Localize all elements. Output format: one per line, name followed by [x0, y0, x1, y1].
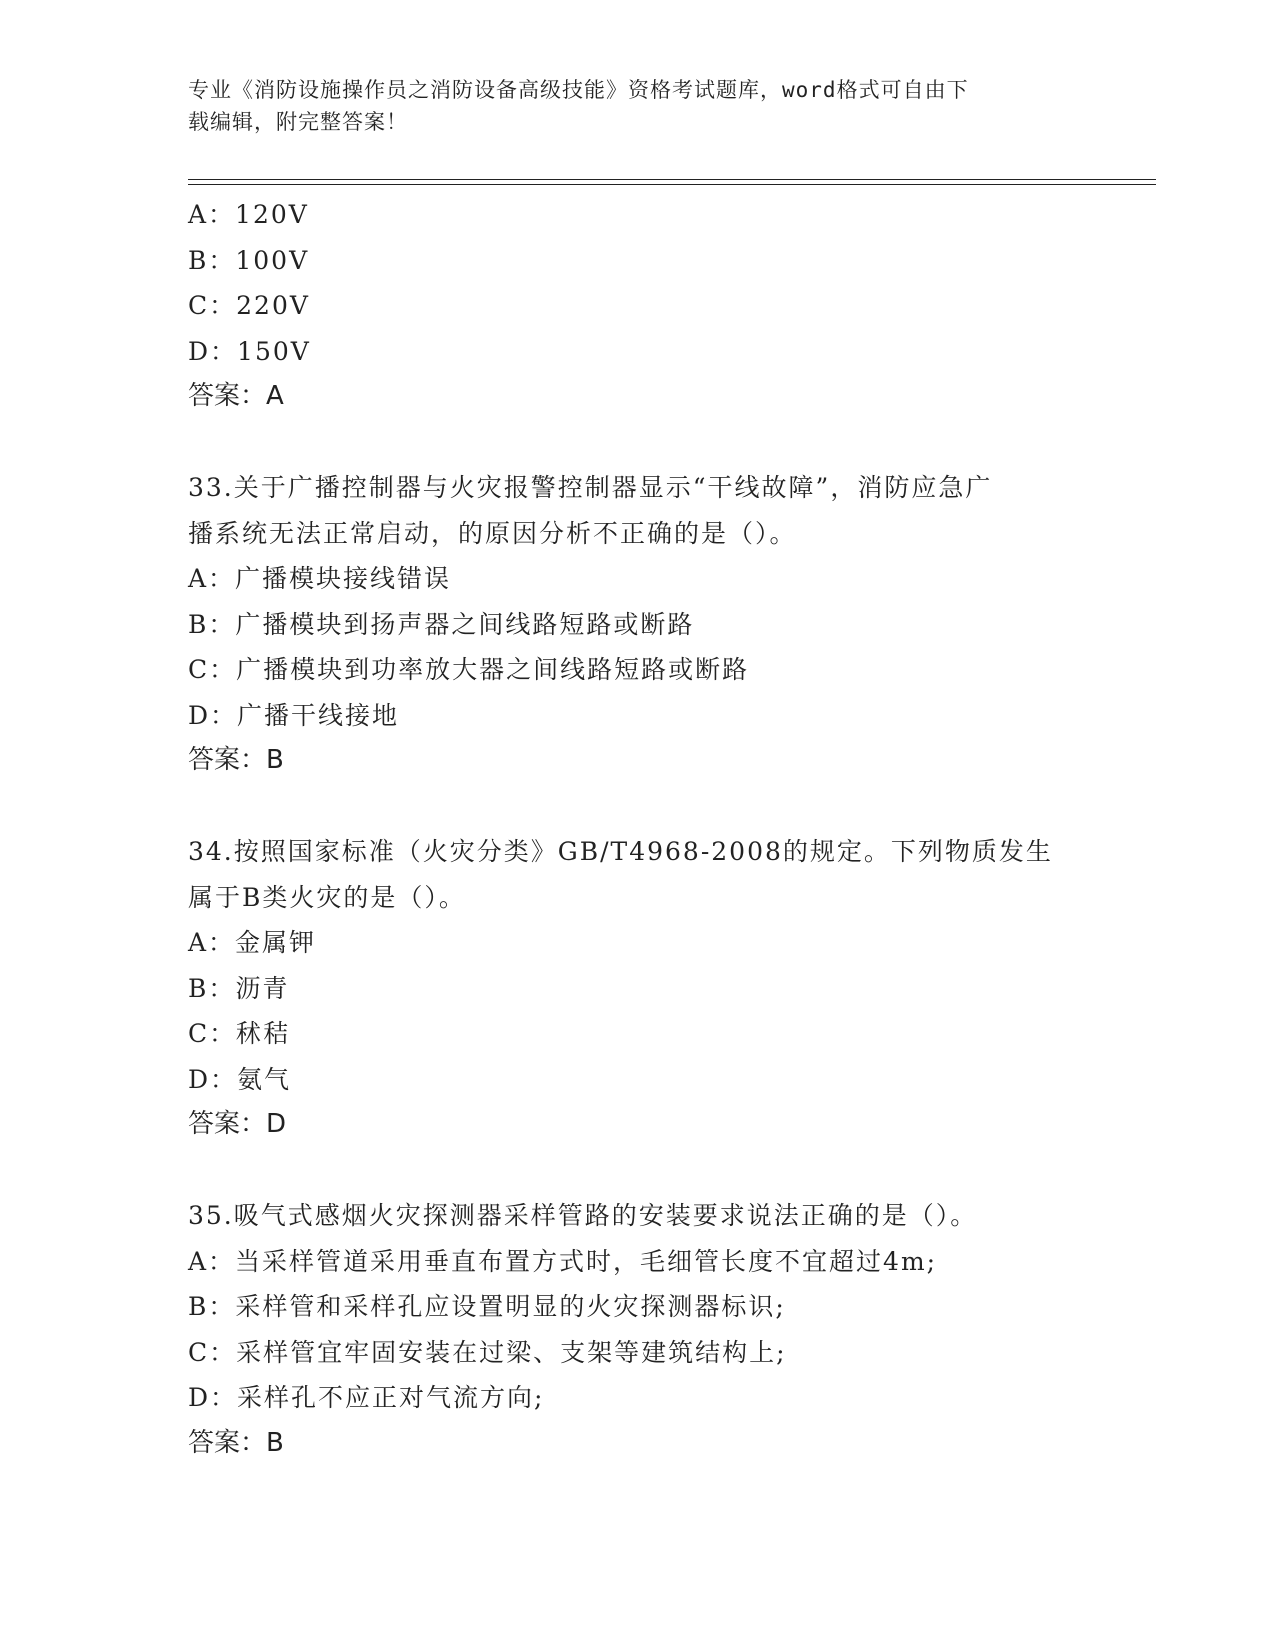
option-d: D：氨气	[188, 1064, 292, 1094]
answer-line: 答案：B	[188, 1427, 284, 1458]
question-block	[188, 1193, 1088, 1466]
answer-line: 答案：D	[188, 1109, 287, 1139]
spacer	[188, 784, 1088, 830]
header-divider-top	[188, 179, 1156, 180]
option-c: C：广播模块到功率放大器之间线路短路或断路	[188, 655, 750, 684]
document-header	[188, 74, 1068, 138]
question-block	[188, 192, 1088, 420]
answer-line: 答案：B	[188, 745, 284, 775]
option-c: C：220V	[188, 291, 310, 320]
option-d: D：采样孔不应正对气流方向;	[188, 1383, 545, 1412]
header-line-2: 载编辑，附完整答案！	[188, 110, 408, 134]
answer-line: 答案：A	[188, 381, 284, 411]
question-stem-line: 35.吸气式感烟火灾探测器采样管路的安装要求说法正确的是（）。	[188, 1201, 978, 1230]
option-b: B：广播模块到扬声器之间线路短路或断路	[188, 609, 695, 639]
option-a: A：广播模块接线错误	[188, 564, 452, 593]
option-b: B：采样管和采样孔应设置明显的火灾探测器标识;	[188, 1292, 786, 1321]
option-b: B：100V	[188, 245, 310, 275]
option-a: A：当采样管道采用垂直布置方式时，毛细管长度不宜超过4m;	[188, 1246, 938, 1276]
question-stem-line: 播系统无法正常启动，的原因分析不正确的是（）。	[188, 518, 797, 548]
option-a: A：金属钾	[188, 928, 317, 957]
question-stem-line: 属于B类火灾的是（）。	[188, 882, 466, 912]
option-a: A：120V	[188, 200, 309, 229]
question-stem-line: 34.按照国家标准（火灾分类》GB/T4968-2008的规定。下列物质发生	[188, 837, 1053, 866]
option-d: D：广播干线接地	[188, 700, 400, 730]
spacer	[188, 420, 1088, 466]
header-line-1: 专业《消防设施操作员之消防设备高级技能》资格考试题库，word格式可自由下	[188, 78, 969, 102]
question-stem-line: 33.关于广播控制器与火灾报警控制器显示“干线故障”，消防应急广	[188, 473, 993, 502]
option-b: B：沥青	[188, 973, 290, 1003]
spacer	[188, 1148, 1088, 1194]
question-block	[188, 465, 1088, 784]
option-d: D：150V	[188, 336, 311, 366]
question-list	[188, 192, 1088, 1466]
option-c: C：秫秸	[188, 1019, 291, 1048]
option-c: C：采样管宜牢固安装在过梁、支架等建筑结构上;	[188, 1337, 787, 1367]
question-block	[188, 829, 1088, 1148]
header-divider-bottom	[188, 184, 1156, 185]
